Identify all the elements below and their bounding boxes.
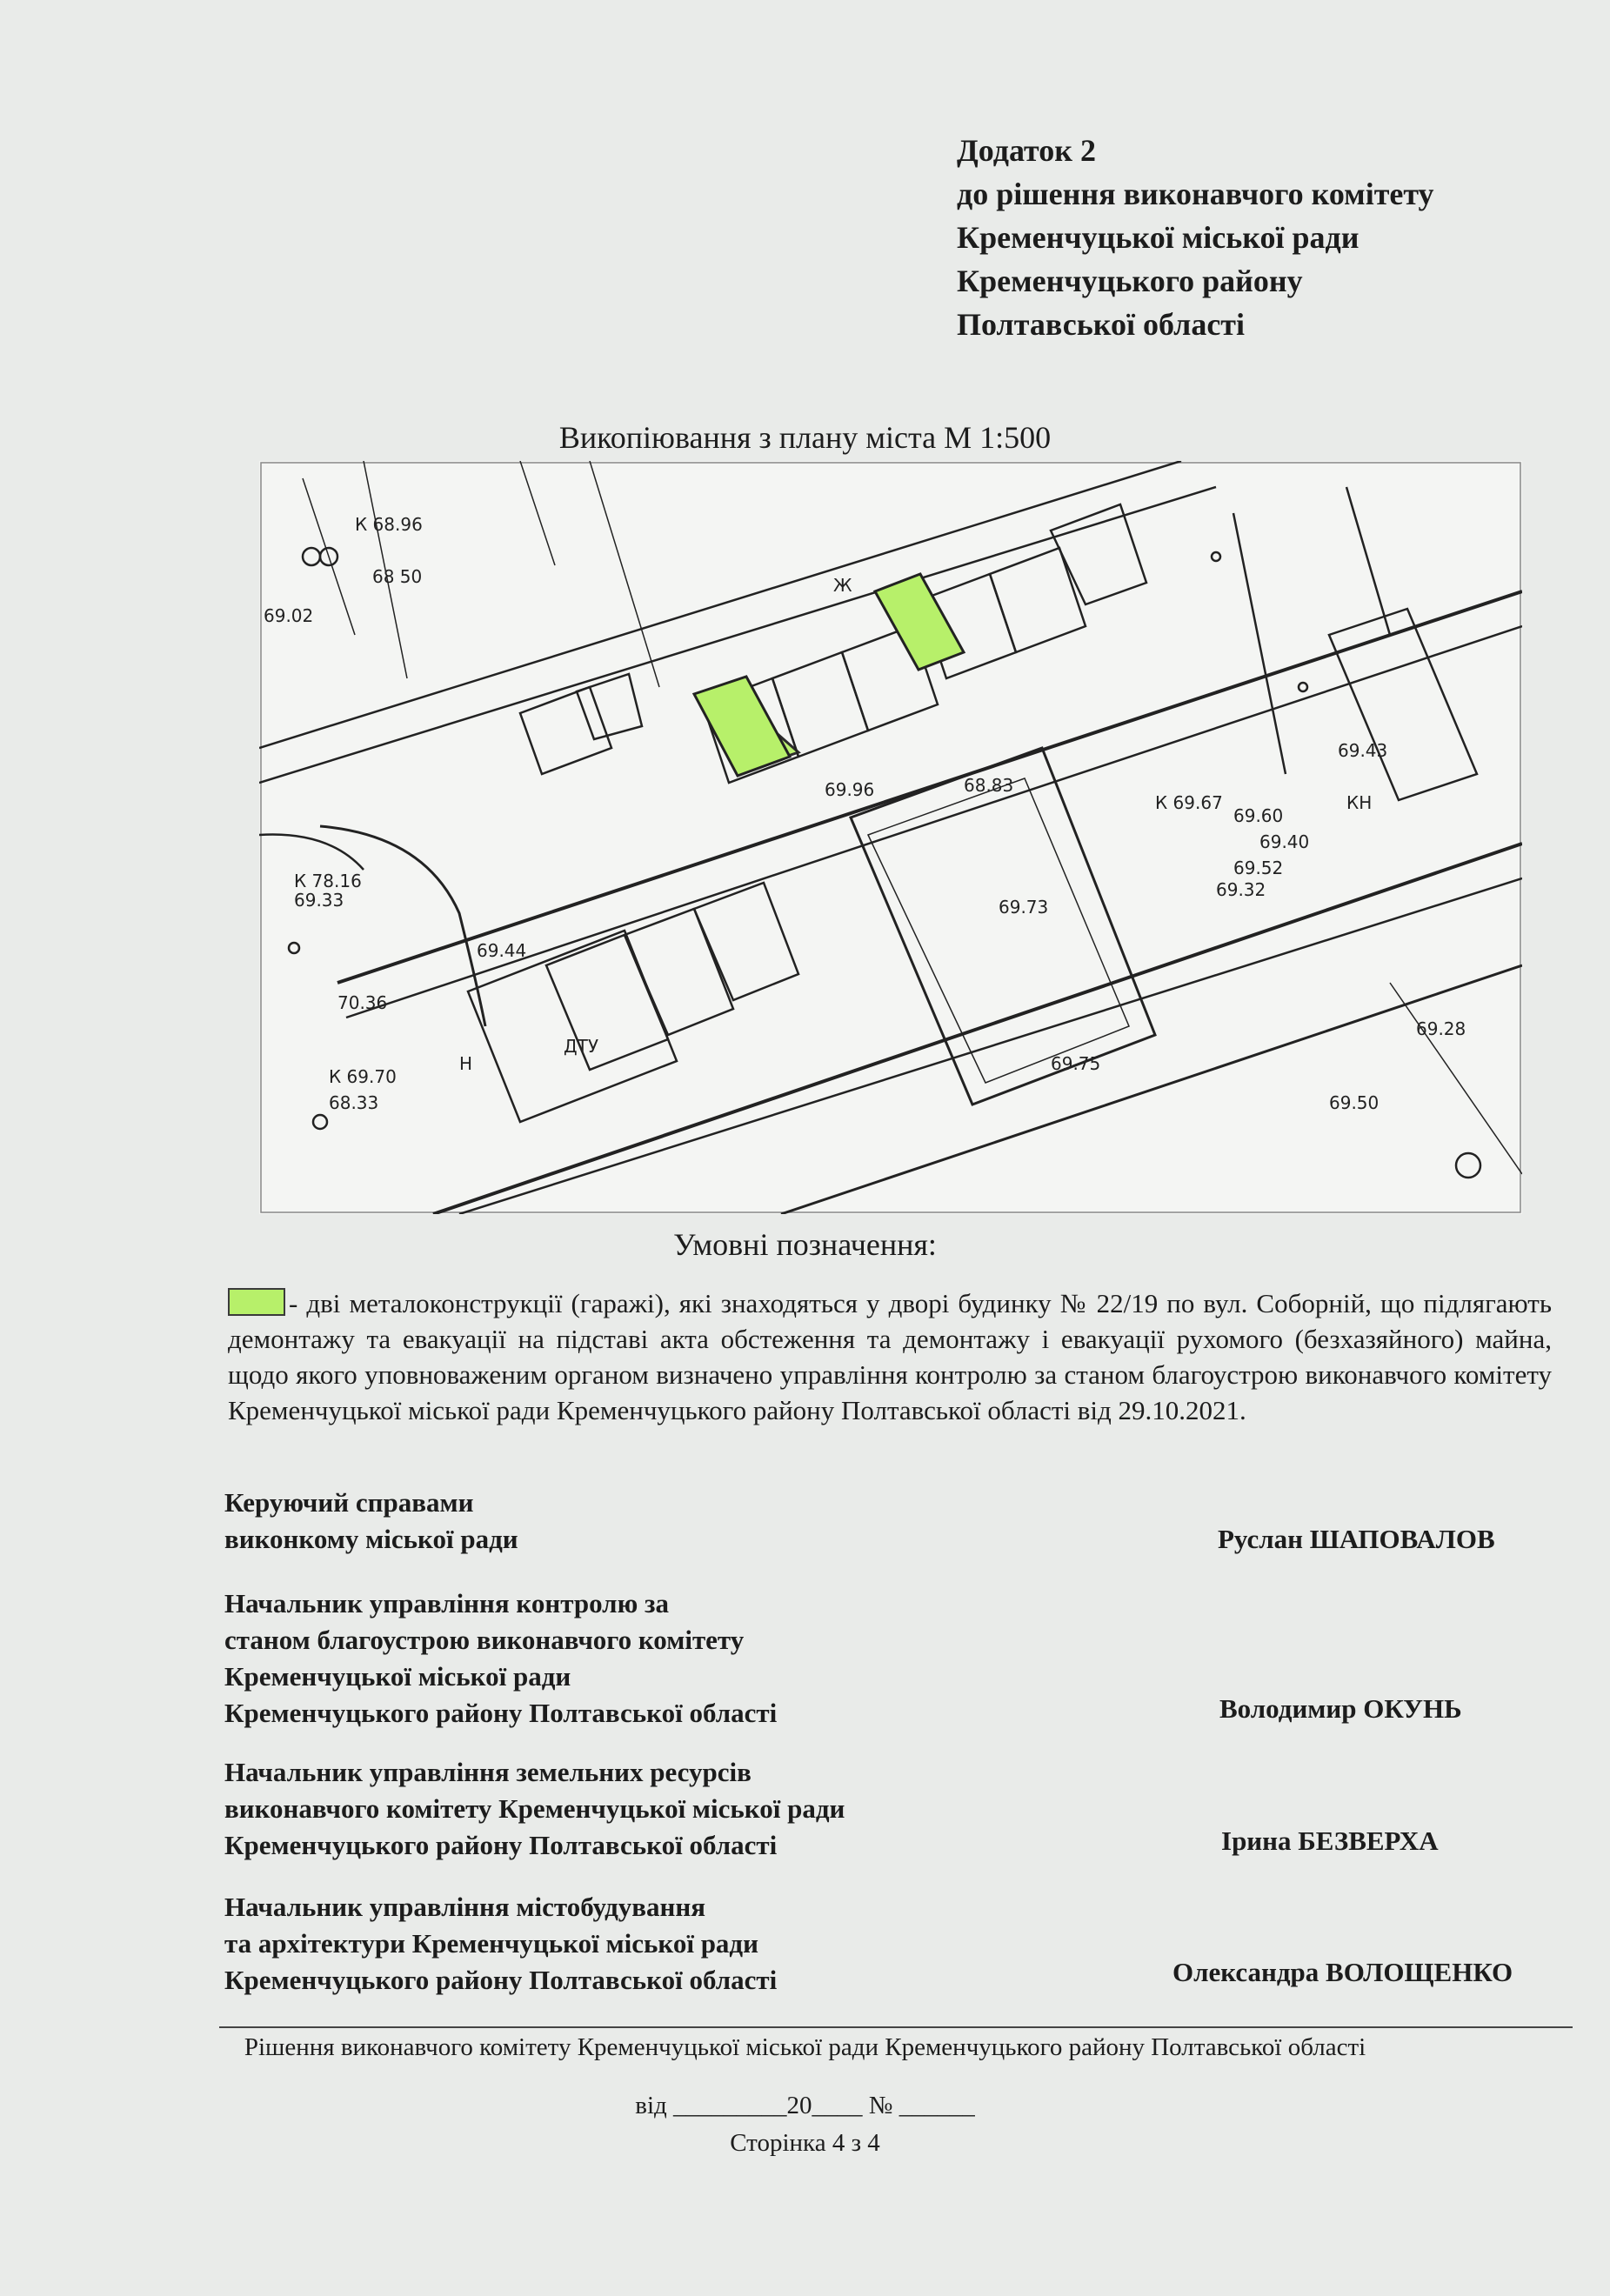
header-line: Кременчуцького району bbox=[957, 264, 1303, 298]
map-label: К 68.96 bbox=[355, 514, 423, 535]
signatory-name: Володимир ОКУНЬ bbox=[1219, 1693, 1462, 1724]
legend-title: Умовні позначення: bbox=[673, 1227, 937, 1262]
map-label: 69.43 bbox=[1338, 740, 1388, 761]
legend-text-block bbox=[228, 1285, 1552, 1428]
position-line: Начальник управління містобудування bbox=[224, 1892, 706, 1922]
map-label: 69.02 bbox=[264, 605, 314, 626]
map-label: 69.44 bbox=[477, 940, 527, 961]
signature-position bbox=[224, 1754, 845, 1864]
footer-divider bbox=[219, 2026, 1573, 2028]
map-label: 68.83 bbox=[964, 775, 1014, 796]
page-number: Сторінка 4 з 4 bbox=[730, 2129, 880, 2157]
position-line: Кременчуцького району Полтавської області bbox=[224, 1830, 778, 1860]
position-line: станом благоустрою виконавчого комітету bbox=[224, 1625, 745, 1655]
header-line: Додаток 2 bbox=[957, 133, 1096, 168]
map-label: 69.33 bbox=[294, 890, 344, 911]
map-label: К 69.67 bbox=[1155, 792, 1223, 813]
map-label: 68 50 bbox=[372, 566, 423, 587]
map-label: ДТУ bbox=[564, 1036, 599, 1057]
map-label: 69.60 bbox=[1233, 805, 1284, 826]
map-label: 70.36 bbox=[337, 992, 388, 1013]
city-plan-map bbox=[259, 461, 1522, 1214]
signature-position bbox=[224, 1585, 777, 1732]
signature-position bbox=[224, 1485, 518, 1558]
signature-position bbox=[224, 1889, 777, 1999]
position-line: Кременчуцького району Полтавської області bbox=[224, 1698, 778, 1728]
map-label: 69.52 bbox=[1233, 858, 1284, 878]
map-label: 69.96 bbox=[825, 779, 875, 800]
city-plan-drawing bbox=[259, 461, 1522, 1214]
footer-date-line: від _________20____ № ______ bbox=[635, 2092, 975, 2119]
position-line: та архітектури Кременчуцької міської ради bbox=[224, 1928, 758, 1959]
map-label: 69.32 bbox=[1216, 879, 1266, 900]
position-line: Керуючий справами bbox=[224, 1487, 474, 1518]
position-line: Начальник управління земельних ресурсів bbox=[224, 1757, 752, 1787]
footer-decision: Рішення виконавчого комітету Кременчуцької міської ради Кременчуцького району Полтавської області bbox=[244, 2033, 1366, 2061]
map-label: 69.50 bbox=[1329, 1092, 1380, 1113]
header-line: Кременчуцької міської ради bbox=[957, 220, 1359, 255]
legend-swatch bbox=[228, 1288, 285, 1316]
header-line: Полтавської області bbox=[957, 307, 1245, 342]
position-line: Кременчуцького району Полтавської області bbox=[224, 1965, 778, 1995]
map-label: 69.73 bbox=[999, 897, 1049, 918]
map-label: 69.28 bbox=[1416, 1018, 1466, 1039]
map-title: Викопіювання з плану міста М 1:500 bbox=[558, 420, 1052, 455]
header-line: до рішення виконавчого комітету bbox=[957, 177, 1434, 211]
map-label: К 69.70 bbox=[329, 1066, 397, 1087]
signatory-name: Ірина БЕЗВЕРХА bbox=[1221, 1825, 1439, 1856]
signatory-name: Олександра ВОЛОЩЕНКО bbox=[1172, 1957, 1513, 1987]
position-line: виконкому міської ради bbox=[224, 1524, 518, 1554]
map-label: Ж bbox=[833, 575, 852, 596]
map-label: 69.40 bbox=[1259, 831, 1310, 852]
legend-description: - дві металоконструкції (гаражі), які знаходяться у дворі будинку № 22/19 по вул. Соборній, що підлягають демонтажу та евакуації на підставі акта обстеження та демонтажу і евакуації рухомого (безхазяйного) майна, щодо якого уповноваженим органом визначено управління контролю за станом благоустрою виконавчого комітету Кременчуцької міської ради Кременчуцького району Полтавської області від 29.10.2021. bbox=[228, 1288, 1552, 1425]
map-label: КН bbox=[1346, 792, 1373, 813]
appendix-header bbox=[957, 129, 1434, 346]
position-line: Кременчуцької міської ради bbox=[224, 1661, 571, 1692]
position-line: виконавчого комітету Кременчуцької міської ради bbox=[224, 1793, 845, 1824]
map-label: Н bbox=[459, 1053, 473, 1074]
signatory-name: Руслан ШАПОВАЛОВ bbox=[1218, 1524, 1495, 1554]
map-label: К 78.16 bbox=[294, 871, 362, 891]
map-label: 69.75 bbox=[1051, 1053, 1101, 1074]
map-label: 68.33 bbox=[329, 1092, 379, 1113]
position-line: Начальник управління контролю за bbox=[224, 1588, 669, 1619]
